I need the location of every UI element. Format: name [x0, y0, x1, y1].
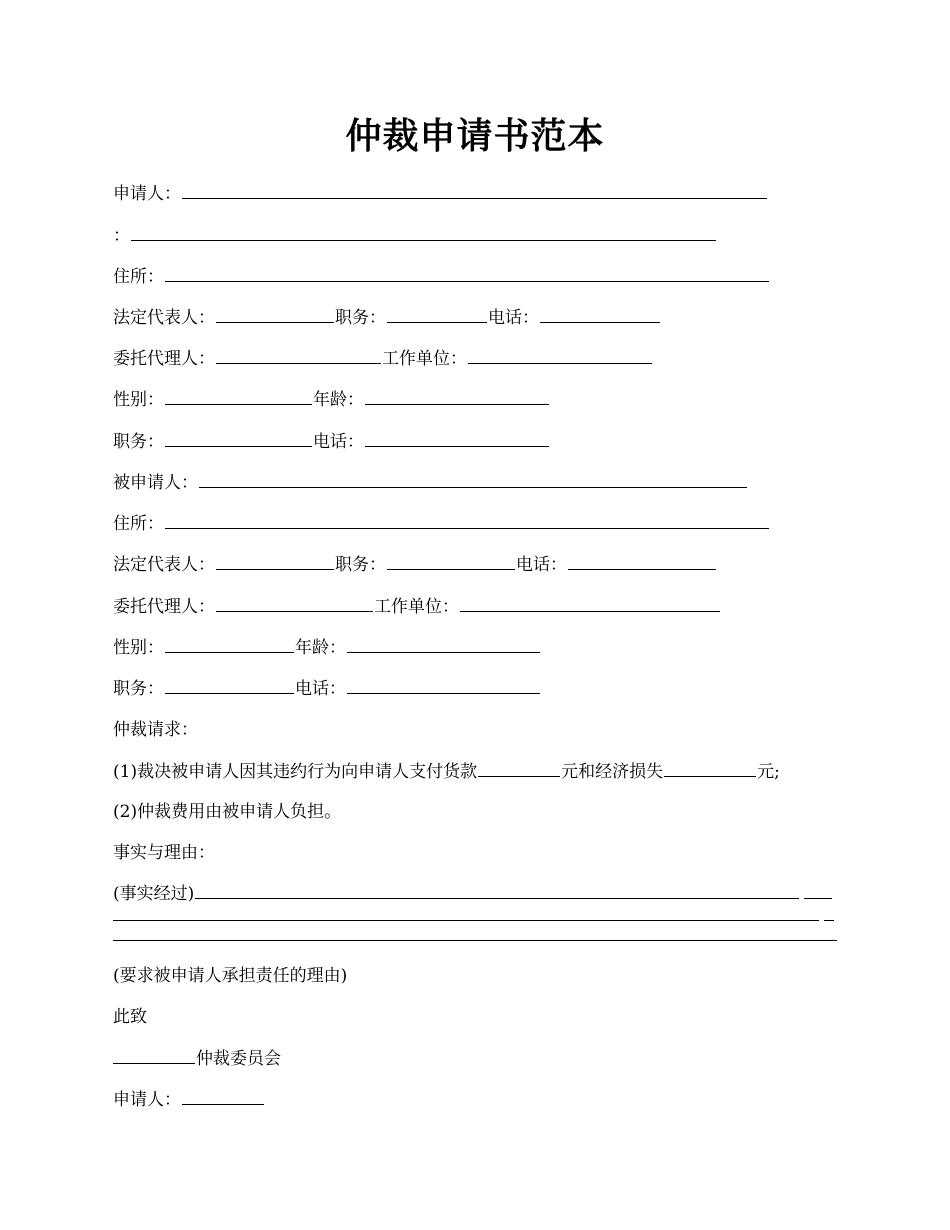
- committee-label: 仲裁委员会: [196, 1049, 281, 1069]
- claim-1-line: [113, 758, 780, 784]
- respondent-line: [113, 469, 748, 495]
- applicant-address-label: 住所：: [113, 267, 164, 287]
- respondent-agent-line: [113, 593, 721, 619]
- facts-line: [113, 880, 833, 906]
- applicant-gender-line: [113, 386, 550, 412]
- respondent-agent-blank[interactable]: [216, 593, 373, 612]
- facts-label: (事实经过): [113, 884, 195, 904]
- reasons-text: (要求被申请人承担责任的理由): [113, 966, 348, 986]
- applicant-line: [113, 180, 768, 206]
- applicant-legal-rep-label: 法定代表人：: [113, 308, 215, 328]
- applicant-age-blank[interactable]: [365, 386, 549, 405]
- colon-label: ：: [113, 226, 130, 246]
- respondent-legal-rep-label: 法定代表人：: [113, 555, 215, 575]
- respondent-gender-line: [113, 634, 541, 660]
- applicant-legal-rep-line: [113, 304, 661, 330]
- claim-1-mid: 元和经济损失: [561, 762, 664, 782]
- claim-1-prefix: (1)裁决被申请人因其违约行为向申请人支付货款: [113, 762, 478, 782]
- respondent-gender-blank[interactable]: [165, 634, 294, 653]
- respondent-address-label: 住所：: [113, 514, 164, 534]
- respondent-workplace-blank[interactable]: [460, 593, 720, 612]
- closing-text: 此致: [113, 1007, 147, 1027]
- applicant-label: 申请人：: [113, 184, 181, 204]
- claims-heading: 仲裁请求：: [113, 720, 198, 740]
- document-title: 仲裁申请书范本: [345, 115, 605, 157]
- applicant-age-label: 年龄：: [313, 390, 364, 410]
- respondent-position2-blank[interactable]: [165, 675, 294, 694]
- respondent-age-label: 年龄：: [295, 638, 346, 658]
- respondent-address-blank[interactable]: [165, 510, 769, 529]
- respondent-position-label: 职务：: [335, 555, 386, 575]
- respondent-blank[interactable]: [199, 469, 747, 488]
- facts-rule-3[interactable]: [113, 940, 837, 941]
- applicant-position-label: 职务：: [335, 308, 386, 328]
- respondent-legal-rep-line: [113, 551, 717, 577]
- applicant-agent-label: 委托代理人：: [113, 349, 215, 369]
- applicant-blank[interactable]: [182, 180, 767, 199]
- respondent-workplace-label: 工作单位：: [374, 597, 459, 617]
- respondent-agent-label: 委托代理人：: [113, 597, 215, 617]
- applicant-position-blank[interactable]: [387, 304, 487, 323]
- respondent-address-line: [113, 510, 770, 536]
- signature-line: [113, 1086, 265, 1112]
- facts-heading: 事实与理由：: [113, 843, 215, 863]
- committee-line: [113, 1045, 281, 1071]
- colon-line: [113, 222, 717, 248]
- respondent-label: 被申请人：: [113, 473, 198, 493]
- signature-blank[interactable]: [182, 1086, 264, 1105]
- respondent-phone-blank[interactable]: [568, 551, 716, 570]
- applicant-agent-line: [113, 345, 653, 371]
- claim-1-suffix: 元;: [757, 762, 780, 782]
- applicant-agent-blank[interactable]: [216, 345, 381, 364]
- respondent-gender-label: 性别：: [113, 638, 164, 658]
- respondent-phone2-blank[interactable]: [347, 675, 540, 694]
- claim-1-loss-blank[interactable]: [664, 758, 756, 777]
- respondent-position-blank[interactable]: [387, 551, 515, 570]
- applicant-position2-label: 职务：: [113, 432, 164, 452]
- applicant-phone2-blank[interactable]: [365, 428, 549, 447]
- applicant-phone-label: 电话：: [488, 308, 539, 328]
- applicant-phone2-label: 电话：: [313, 432, 364, 452]
- respondent-phone2-label: 电话：: [295, 679, 346, 699]
- facts-blank-tail[interactable]: [804, 880, 832, 899]
- applicant-workplace-blank[interactable]: [468, 345, 652, 364]
- applicant-phone-blank[interactable]: [540, 304, 660, 323]
- signature-label: 申请人：: [113, 1090, 181, 1110]
- respondent-age-blank[interactable]: [347, 634, 540, 653]
- facts-rule-2-tail[interactable]: [824, 920, 834, 921]
- applicant-address-line: [113, 263, 770, 289]
- committee-blank[interactable]: [113, 1045, 195, 1064]
- respondent-position2-line: [113, 675, 541, 701]
- applicant-position2-line: [113, 428, 550, 454]
- claim-1-payment-blank[interactable]: [478, 758, 560, 777]
- colon-blank[interactable]: [131, 222, 716, 241]
- applicant-address-blank[interactable]: [165, 263, 769, 282]
- applicant-gender-blank[interactable]: [165, 386, 312, 405]
- respondent-legal-rep-blank[interactable]: [216, 551, 334, 570]
- facts-blank[interactable]: [195, 880, 799, 899]
- respondent-phone-label: 电话：: [516, 555, 567, 575]
- facts-rule-2[interactable]: [113, 920, 819, 921]
- respondent-position2-label: 职务：: [113, 679, 164, 699]
- applicant-position2-blank[interactable]: [165, 428, 312, 447]
- claim-2: (2)仲裁费用由被申请人负担。: [113, 802, 342, 822]
- applicant-workplace-label: 工作单位：: [382, 349, 467, 369]
- applicant-gender-label: 性别：: [113, 390, 164, 410]
- applicant-legal-rep-blank[interactable]: [216, 304, 334, 323]
